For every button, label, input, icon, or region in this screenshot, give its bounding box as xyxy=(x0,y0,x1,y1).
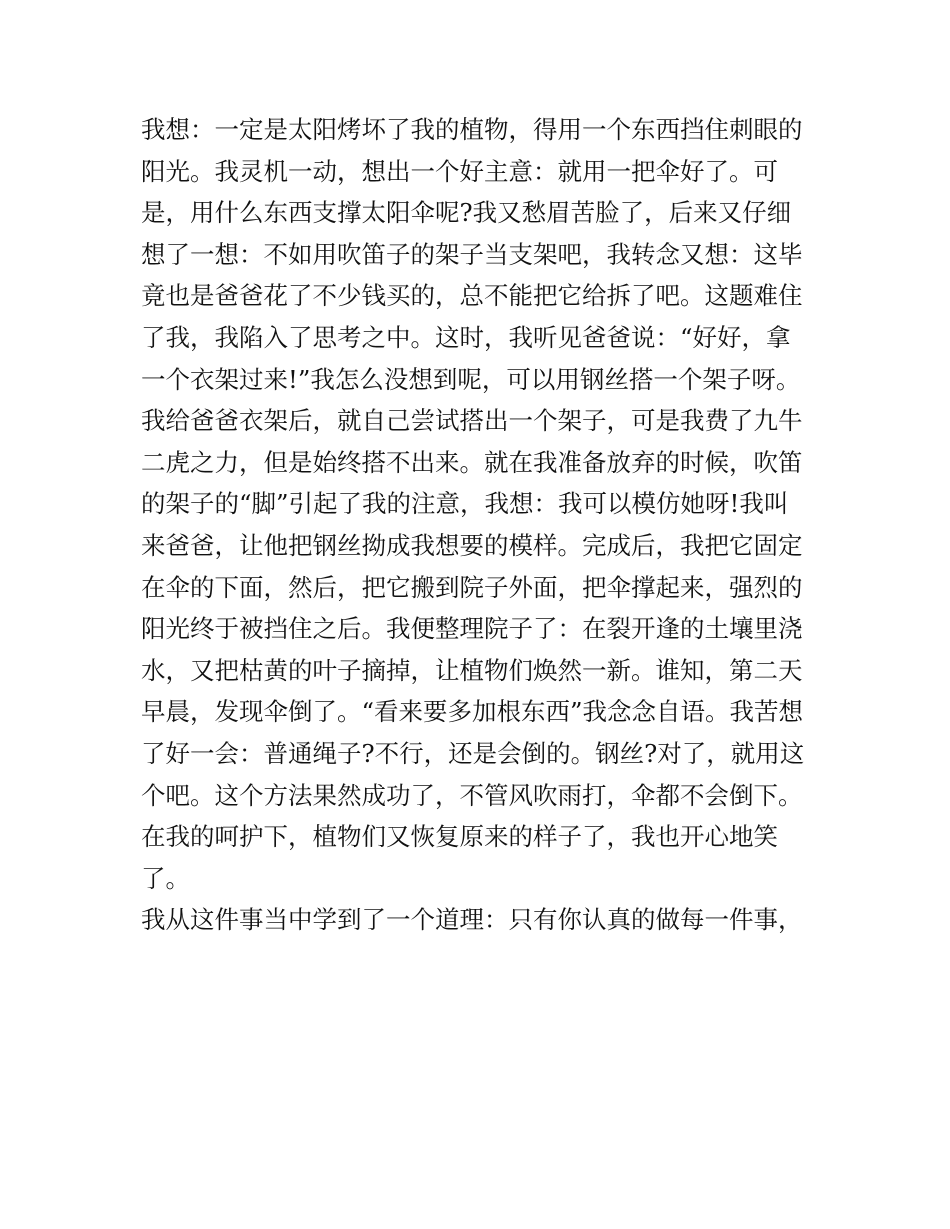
text-line: 早晨，发现伞倒了。“看来要多加根东西”我念念自语。我苦想 xyxy=(141,697,804,727)
text-line: 是，用什么东西支撑太阳伞呢?我又愁眉苦脸了，后来又仔细 xyxy=(141,198,792,228)
text-line: 的架子的“脚”引起了我的注意，我想：我可以模仿她呀!我叫 xyxy=(141,489,789,519)
text-line: 在伞的下面，然后，把它搬到院子外面，把伞撑起来，强烈的 xyxy=(141,572,803,602)
text-line: 了。 xyxy=(141,863,190,893)
essay-text xyxy=(141,109,821,941)
text-line: 二虎之力，但是始终搭不出来。就在我准备放弃的时候，吹笛 xyxy=(141,447,803,477)
text-line: 我从这件事当中学到了一个道理：只有你认真的做每一件事， xyxy=(141,905,803,935)
text-line: 我给爸爸衣架后，就自己尝试搭出一个架子，可是我费了九牛 xyxy=(141,406,803,436)
text-line: 水，又把枯黄的叶子摘掉，让植物们焕然一新。谁知，第二天 xyxy=(141,655,803,685)
text-line: 一个衣架过来!”我怎么没想到呢，可以用钢丝搭一个架子呀。 xyxy=(141,364,801,394)
text-line: 在我的呵护下，植物们又恢复原来的样子了，我也开心地笑 xyxy=(141,822,778,852)
text-line: 了好一会：普通绳子?不行，还是会倒的。钢丝?对了，就用这 xyxy=(141,738,805,768)
text-line: 个吧。这个方法果然成功了，不管风吹雨打，伞都不会倒下。 xyxy=(141,780,803,810)
text-line: 我想：一定是太阳烤坏了我的植物，得用一个东西挡住刺眼的 xyxy=(141,115,803,144)
text-line: 阳光终于被挡住之后。我便整理院子了：在裂开逢的土壤里浇 xyxy=(141,614,803,644)
text-line: 竟也是爸爸花了不少钱买的，总不能把它给拆了吧。这题难住 xyxy=(141,281,803,311)
text-line: 想了一想：不如用吹笛子的架子当支架吧，我转念又想：这毕 xyxy=(141,239,803,269)
text-line: 了我，我陷入了思考之中。这时，我听见爸爸说：“好好，拿 xyxy=(141,322,791,352)
text-line: 阳光。我灵机一动，想出一个好主意：就用一把伞好了。可 xyxy=(141,156,778,186)
text-line: 来爸爸，让他把钢丝拗成我想要的模样。完成后，我把它固定 xyxy=(141,530,803,560)
